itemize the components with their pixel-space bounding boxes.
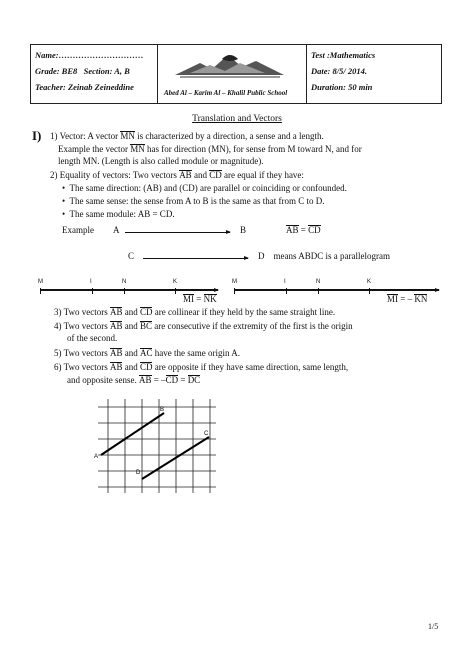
para-1-line-1: 1) Vector: A vector MN is characterized by a direction, a sense and a length. [50, 131, 324, 141]
point-label: K [173, 279, 178, 285]
vector-grid-figure [88, 395, 228, 495]
point-label: I [90, 279, 92, 285]
point-label: I [284, 279, 286, 285]
point-c-label: C [128, 251, 135, 261]
point-label: M [232, 279, 237, 285]
school-logo [170, 49, 290, 81]
para-6-line-1: 6) Two vectors AB and CD are opposite if they have same direction, same length, [54, 362, 349, 372]
equality-mi-kn: MI = – KN [387, 294, 428, 304]
grade-section: Grade: BE8 Section: A, B [35, 66, 130, 76]
vector-mn: MN [130, 144, 145, 154]
test-date: Date: 8/5/ 2014. [311, 66, 367, 76]
para-1-line-2: Example the vector MN has for direction (MN), for sense from M toward N, and for [58, 144, 362, 154]
vector-mn: MN [120, 131, 135, 141]
point-a-label: A [113, 225, 120, 235]
example-label: Example [62, 225, 94, 235]
number-line-left [40, 289, 218, 291]
point-label: K [367, 279, 372, 285]
vector-ab-arrow [125, 232, 230, 233]
vector-cd-arrow [143, 258, 248, 259]
test-duration: Duration: 50 min [311, 82, 373, 92]
page-number: 1/5 [428, 622, 439, 631]
para-2-line-1: 2) Equality of vectors: Two vectors AB and CD are equal if they have: [50, 170, 304, 180]
segment-ab [101, 413, 164, 455]
para-6-line-2: and opposite sense. AB = –CD = DC [67, 375, 201, 385]
example-meaning: D means ABDC is a parallelogram [258, 251, 390, 261]
school-logo-cell [158, 45, 307, 104]
bullet-item: • The same module: AB = CD. [62, 209, 175, 219]
header-table [30, 44, 442, 104]
test-info-cell [307, 45, 442, 104]
para-5: 5) Two vectors AB and AC have the same origin A. [54, 348, 240, 358]
student-info-cell [31, 45, 158, 104]
example-equality: AB = CD [286, 225, 321, 235]
number-line-right [234, 289, 439, 291]
point-label: N [316, 279, 321, 285]
point-b-label: B [240, 225, 247, 235]
point-label: N [122, 279, 127, 285]
para-3: 3) Two vectors AB and CD are collinear if they held by the same straight line. [54, 307, 336, 317]
point-label: M [38, 279, 43, 285]
teacher-name: Teacher: Zeinab Zeineddine [35, 82, 134, 92]
grid-point-c: C [204, 431, 209, 437]
grid-point-d: D [136, 470, 141, 476]
school-name: Abed Al – Karim Al – Khalil Public School [164, 89, 288, 97]
vector-cd: CD [209, 170, 222, 180]
section-number: I) [32, 128, 42, 143]
segment-dc [142, 437, 209, 479]
para-4-line-2: of the second. [67, 333, 118, 343]
bullet-item: • The same direction: (AB) and (CD) are parallel or coinciding or confounded. [62, 183, 347, 193]
test-subject: Test :Mathematics [311, 50, 376, 60]
para-4-line-1: 4) Two vectors AB and BC are consecutive if the extremity of the first is the origin [54, 321, 353, 331]
equality-mi-nk: MI = NK [183, 294, 217, 304]
para-1-line-3: length MN. (Length is also called module or magnitude). [58, 156, 264, 166]
bullet-item: • The same sense: the sense from A to B is the same as that from C to D. [62, 196, 325, 206]
grid-point-b: B [160, 407, 165, 413]
grid-point-a: A [94, 454, 99, 460]
name-field: Name:………………………… [35, 50, 144, 60]
vector-ab: AB [179, 170, 192, 180]
page-title: Translation and Vectors [192, 114, 282, 124]
